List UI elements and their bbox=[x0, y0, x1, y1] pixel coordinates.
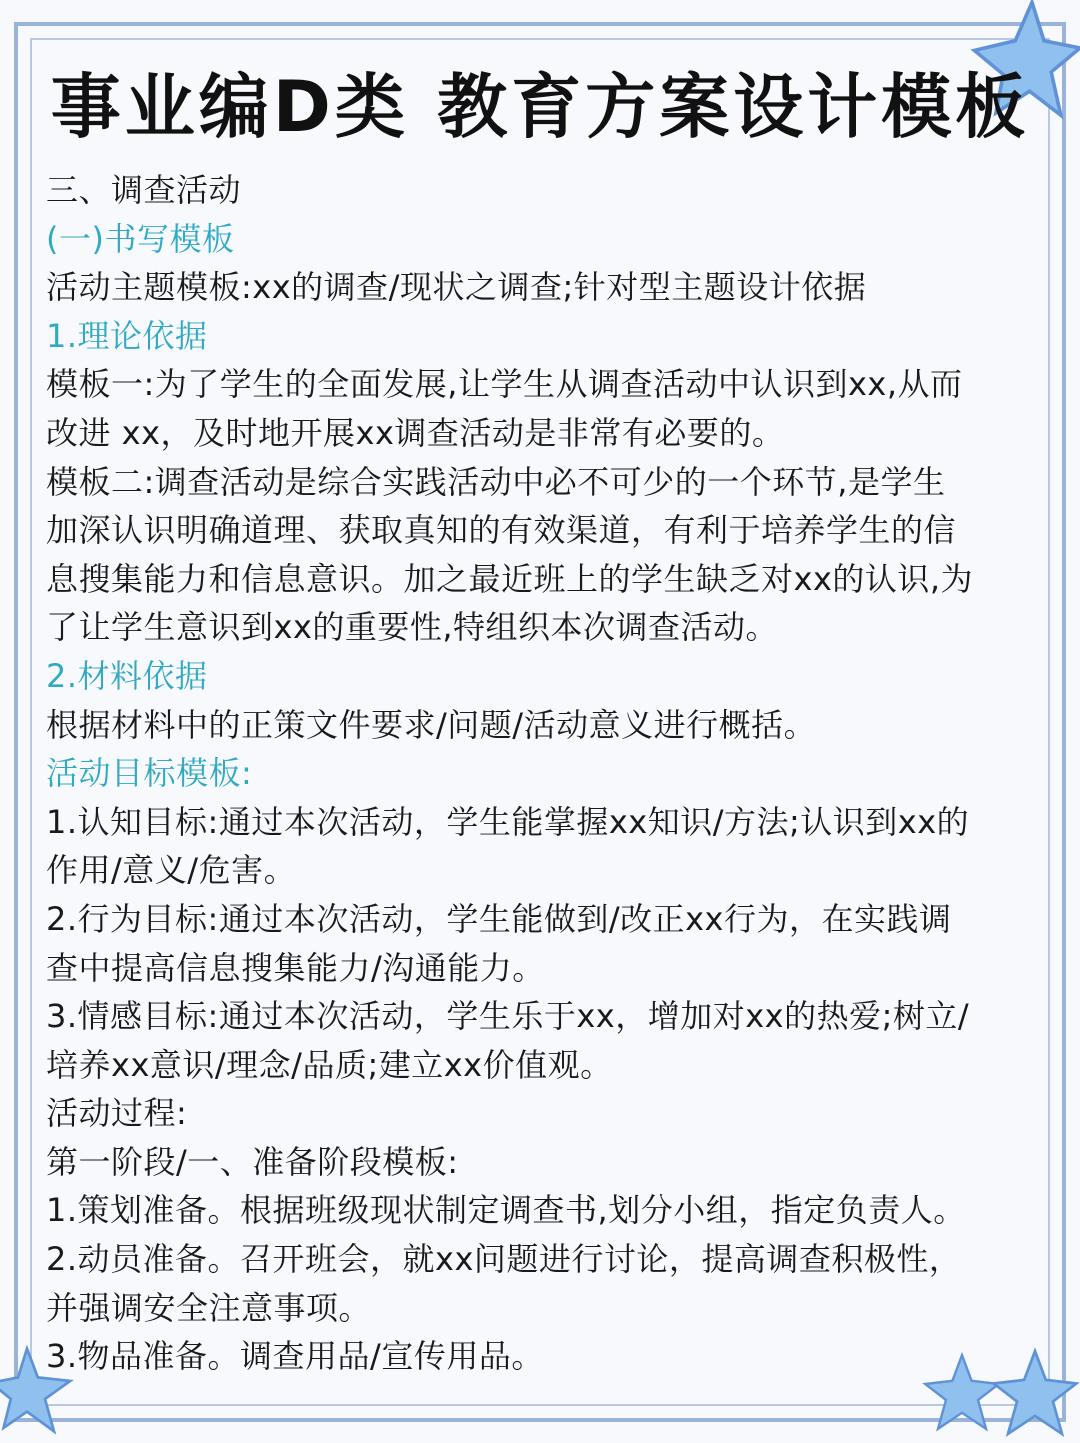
page-title: 事业编D类 教育方案设计模板 bbox=[50, 66, 1030, 148]
text-line: 模板二:调查活动是综合实践活动中必不可少的一个环节,是学生 bbox=[46, 462, 946, 501]
text-line: 2.行为目标:通过本次活动，学生能做到/改正xx行为，在实践调 bbox=[46, 899, 952, 938]
text-line: 模板一:为了学生的全面发展,让学生从调查活动中认识到xx,从而 bbox=[46, 365, 963, 404]
text-line: 了让学生意识到xx的重要性,特组织本次调查活动。 bbox=[46, 608, 779, 647]
text-line: 3.物品准备。调查用品/宣传用品。 bbox=[46, 1337, 544, 1376]
text-line: 1.认知目标:通过本次活动，学生能掌握xx知识/方法;认识到xx的 bbox=[46, 802, 970, 841]
document-body bbox=[46, 166, 1038, 1381]
text-line: 2.动员准备。召开班会，就xx问题进行讨论，提高调查积极性， bbox=[46, 1240, 962, 1279]
text-line: 查中提高信息搜集能力/沟通能力。 bbox=[46, 948, 545, 987]
text-line: 活动主题模板:xx的调查/现状之调查;针对型主题设计依据 bbox=[46, 268, 867, 307]
text-line: 3.情感目标:通过本次活动，学生乐于xx，增加对xx的热爱;树立/ bbox=[46, 997, 970, 1036]
text-line: 活动目标模板: bbox=[46, 754, 253, 793]
text-line: 改进 xx，及时地开展xx调查活动是非常有必要的。 bbox=[46, 413, 785, 452]
text-line: 作用/意义/危害。 bbox=[46, 851, 297, 890]
text-line: 三、调查活动 bbox=[46, 171, 242, 209]
text-line: 第一阶段/一、准备阶段模板: bbox=[46, 1142, 459, 1181]
text-line: 培养xx意识/理念/品质;建立xx价值观。 bbox=[46, 1045, 613, 1084]
text-line: 息搜集能力和信息意识。加之最近班上的学生缺乏对xx的认识,为 bbox=[46, 559, 974, 598]
text-line: 2.材料依据 bbox=[46, 656, 208, 695]
text-line: 并强调安全注意事项。 bbox=[46, 1288, 372, 1327]
text-line: 1.策划准备。根据班级现状制定调查书,划分小组，指定负责人。 bbox=[46, 1191, 966, 1230]
text-line: 活动过程: bbox=[46, 1094, 188, 1133]
text-line: 加深认识明确道理、获取真知的有效渠道，有利于培养学生的信 bbox=[46, 511, 957, 550]
text-line: 1.理论依据 bbox=[46, 316, 208, 355]
text-line: 根据材料中的正策文件要求/问题/活动意义进行概括。 bbox=[46, 705, 817, 744]
text-line: (一)书写模板 bbox=[46, 219, 235, 258]
